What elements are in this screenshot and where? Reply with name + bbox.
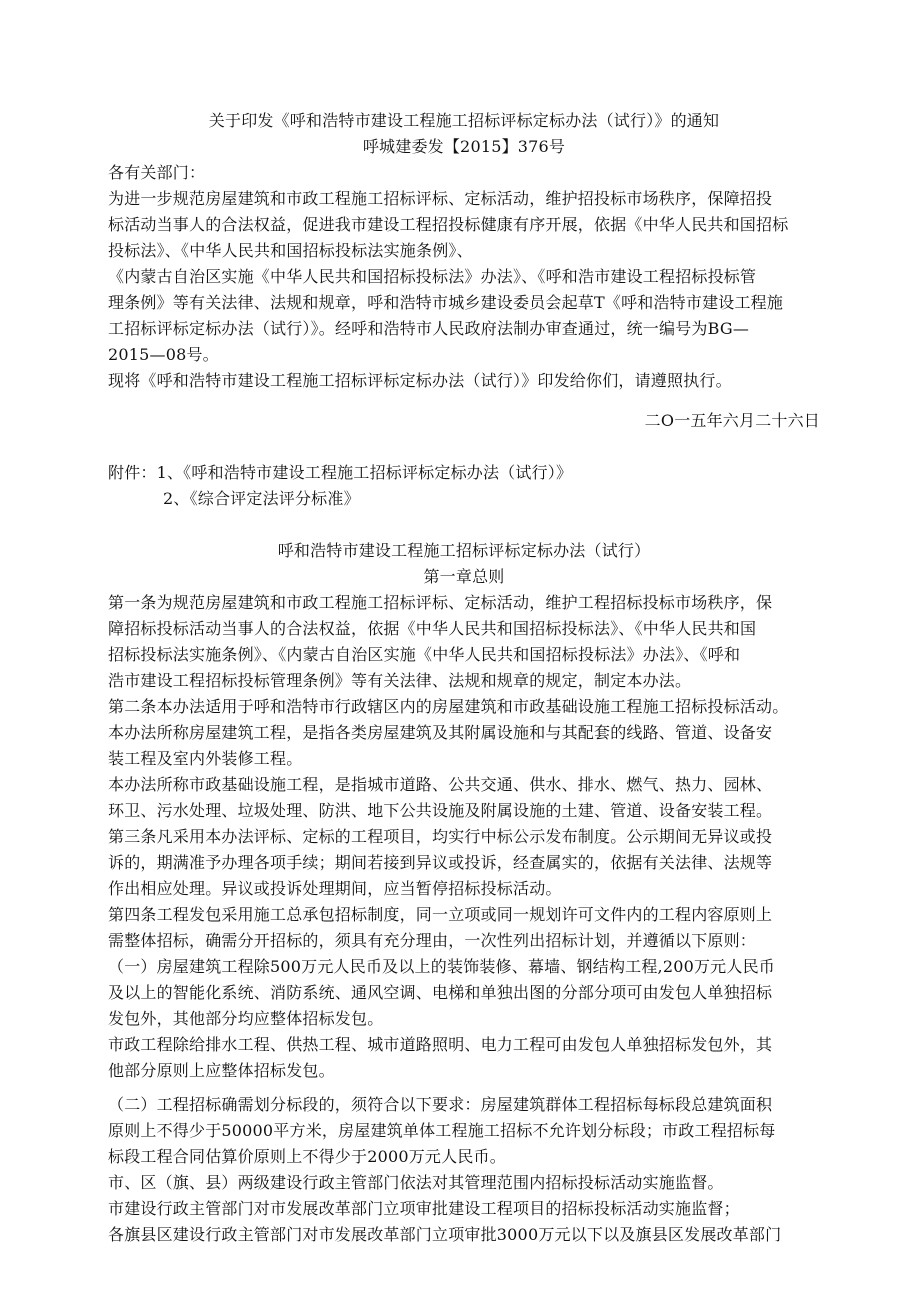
attachment-item-1: 附件：1、《呼和浩特市建设工程施工招标评标定标办法（试行）》 <box>108 463 573 482</box>
article-line: 市政工程除给排水工程、供热工程、城市道路照明、电力工程可由发包人单独招标发包外，其 <box>108 1035 773 1054</box>
article-line: 浩市建设工程招标投标管理条例》等有关法律、法规和规章的规定，制定本办法。 <box>108 671 692 690</box>
article-line: 招标投标法实施条例》、《内蒙古自治区实施《中华人民共和国招标投标法》办法》、《呼和 <box>108 645 741 664</box>
article-line: 诉的，期满准予办理各项手续；期间若接到异议或投诉，经查属实的，依据有关法律、法规等 <box>108 853 773 872</box>
measures-title: 呼和浩特市建设工程施工招标评标定标办法（试行） <box>277 541 651 560</box>
notice-date: 二O一五年六月二十六日 <box>644 411 820 430</box>
document-number: 呼城建委发【2015】376号 <box>362 137 566 156</box>
article-line: （二）工程招标确需划分标段的，须符合以下要求：房屋建筑群体工程招标每标段总建筑面积 <box>108 1095 773 1114</box>
article-line: 发包外，其他部分均应整体招标发包。 <box>108 1009 384 1028</box>
measures-body-a <box>108 590 820 1084</box>
article-line: 障招标投标活动当事人的合法权益，依据《中华人民共和国招标投标法》、《中华人民共和国 <box>108 619 757 638</box>
salutation: 各有关部门： <box>108 163 206 182</box>
article-line: 第二条本办法适用于呼和浩特市行政辖区内的房屋建筑和市政基础设施工程施工招标投标活动。 <box>108 697 789 716</box>
article-line: 第四条工程发包采用施工总承包招标制度，同一立项或同一规划许可文件内的工程内容原则上 <box>108 905 773 924</box>
article-line: 市、区（旗、县）两级建设行政主管部门依法对其管理范围内招标投标活动实施监督。 <box>108 1173 724 1192</box>
article-line: 及以上的智能化系统、消防系统、通风空调、电梯和单独出图的分部分项可由发包人单独招标 <box>108 983 773 1002</box>
article-line: 他部分原则上应整体招标发包。 <box>108 1061 335 1080</box>
document-page <box>108 108 820 1248</box>
article-line: 需整体招标，确需分开招标的，须具有充分理由，一次性列出招标计划，并遵循以下原则： <box>108 931 757 950</box>
article-line: 第一条为规范房屋建筑和市政工程施工招标评标、定标活动，维护工程招标投标市场秩序，保 <box>108 593 773 612</box>
article-line: 各旗县区建设行政主管部门对市发展改革部门立项审批3000万元以下以及旗县区发展改革部门 <box>108 1225 782 1244</box>
body-line: 工招标评标定标办法（试行）》。经呼和浩特市人民政府法制办审查通过，统一编号为BG— <box>108 319 750 338</box>
chapter-heading: 第一章总则 <box>423 567 505 586</box>
body-line: 《内蒙古自治区实施《中华人民共和国招标投标法》办法》、《呼和浩市建设工程招标投标管 <box>108 267 757 286</box>
article-line: 本办法所称房屋建筑工程，是指各类房屋建筑及其附属设施和与其配套的线路、管道、设备安 <box>108 723 773 742</box>
article-line: 本办法所称市政基础设施工程，是指城市道路、公共交通、供水、排水、燃气、热力、园林、 <box>108 775 773 794</box>
article-line: （一）房屋建筑工程除500万元人民币及以上的装饰装修、幕墙、钢结构工程,200万元人民币 <box>108 957 775 976</box>
body-line: 标活动当事人的合法权益，促进我市建设工程招投标健康有序开展，依据《中华人民共和国招标 <box>108 215 789 234</box>
body-line: 现将《呼和浩特市建设工程施工招标评标定标办法（试行）》印发给你们，请遵照执行。 <box>108 371 732 390</box>
notice-body <box>108 186 820 394</box>
body-line: 为进一步规范房屋建筑和市政工程施工招标评标、定标活动，维护招投标市场秩序，保障招投 <box>108 189 773 208</box>
article-line: 市建设行政主管部门对市发展改革部门立项审批建设工程项目的招标投标活动实施监督； <box>108 1199 740 1218</box>
article-line: 装工程及室内外装修工程。 <box>108 749 303 768</box>
body-line: 理条例》等有关法律、法规和规章，呼和浩特市城乡建设委员会起草T《呼和浩特市建设工程施 <box>108 293 784 312</box>
article-line: 作出相应处理。异议或投诉处理期间，应当暂停招标投标活动。 <box>108 879 562 898</box>
article-line: 第三条凡采用本办法评标、定标的工程项目，均实行中标公示发布制度。公示期间无异议或投 <box>108 827 773 846</box>
body-line: 投标法》、《中华人民共和国招标投标法实施条例》、 <box>108 241 473 260</box>
article-line: 标段工程合同估算价原则上不得少于2000万元人民币。 <box>108 1147 506 1166</box>
notice-title: 关于印发《呼和浩特市建设工程施工招标评标定标办法（试行）》的通知 <box>208 111 720 130</box>
article-line: 环卫、污水处理、垃圾处理、防洪、地下公共设施及附属设施的土建、管道、设备安装工程。 <box>108 801 773 820</box>
article-line: 原则上不得少于50000平方米，房屋建筑单体工程施工招标不允许划分标段；市政工程招标每 <box>108 1121 776 1140</box>
measures-body-b <box>108 1092 820 1248</box>
attachment-item-2: 2、《综合评定法评分标准》 <box>163 489 360 508</box>
body-line: 2015—08号。 <box>108 345 219 364</box>
